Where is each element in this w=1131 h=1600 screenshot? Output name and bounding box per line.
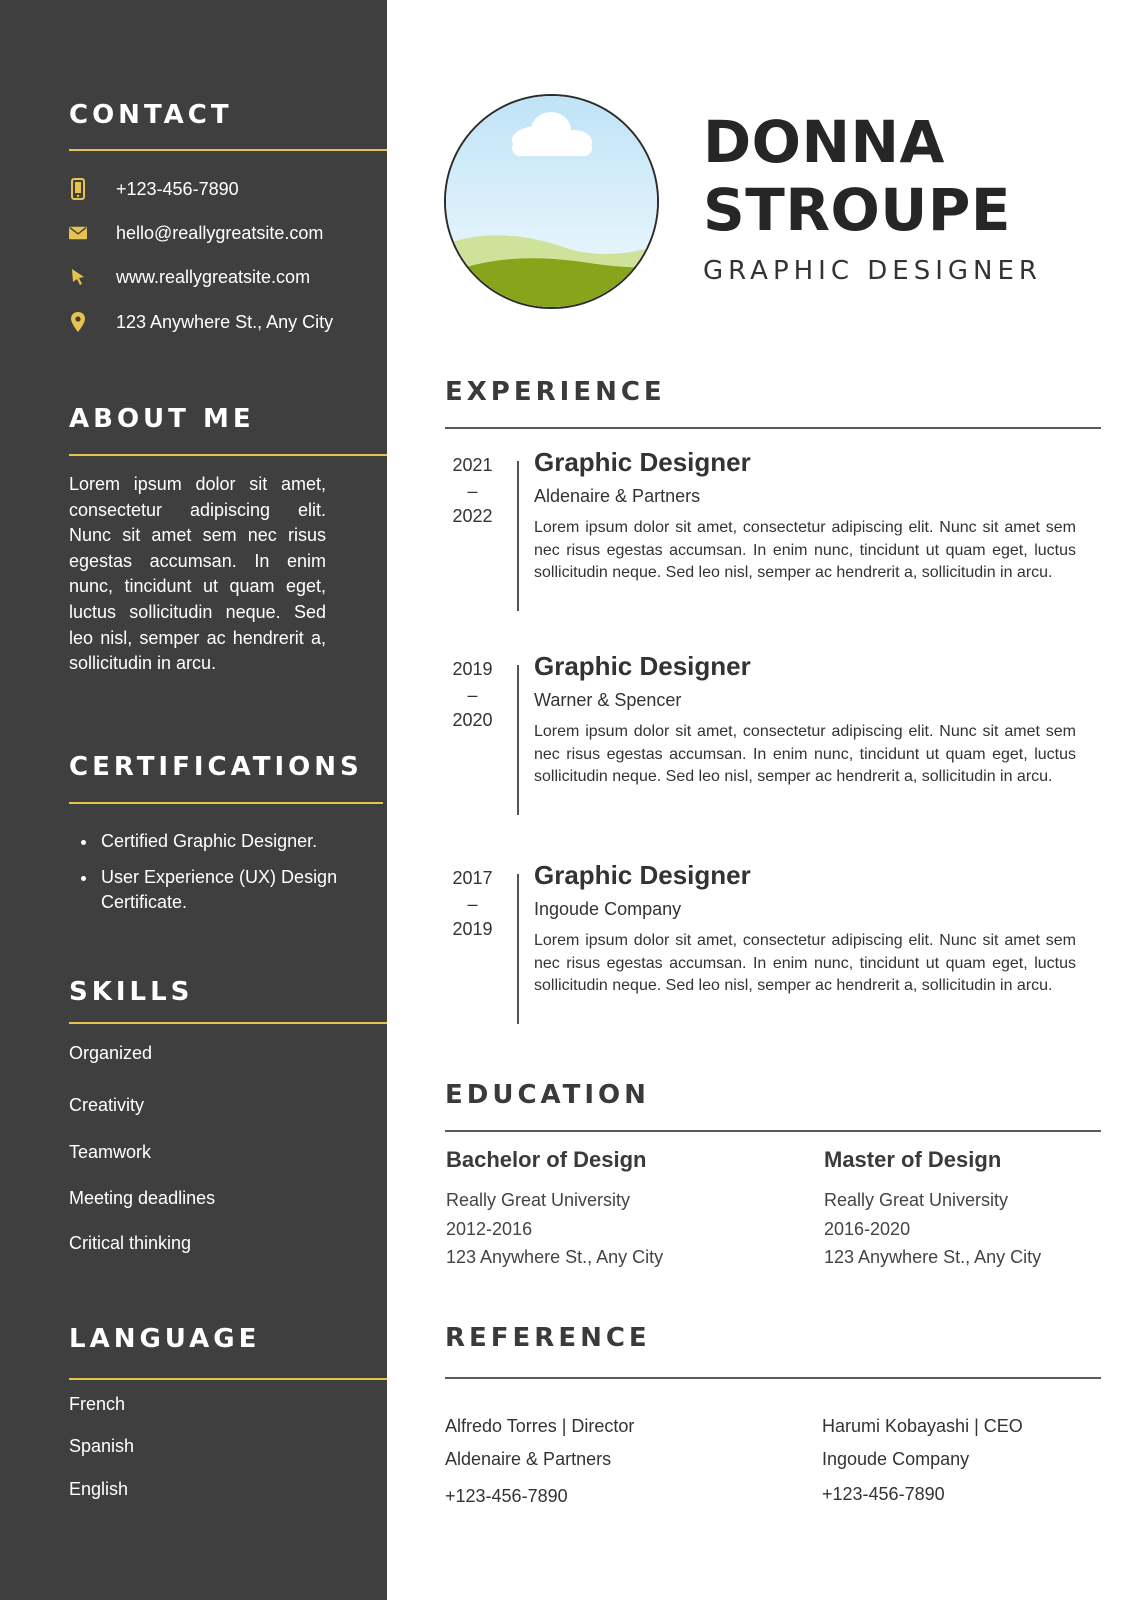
education-school: Really Great University	[824, 1190, 1009, 1210]
education-address: 123 Anywhere St., Any City	[446, 1247, 664, 1267]
certifications-divider	[69, 802, 383, 804]
contact-phone[interactable]	[69, 177, 239, 201]
experience-year-dash: –	[467, 480, 478, 501]
skills-divider	[69, 1022, 387, 1024]
first-name: DONNA	[703, 108, 945, 176]
certification-item: Certified Graphic Designer.	[69, 829, 369, 855]
experience-company: Warner & Spencer	[534, 690, 682, 710]
contact-heading: CONTACT	[69, 100, 233, 130]
reference-company: Ingoude Company	[822, 1449, 970, 1469]
experience-description: Lorem ipsum dolor sit amet, consectetur adipiscing elit. Nunc sit amet sem nec risus egestas accumsan. In enim nunc, tincidunt ut quam eget, luctus sollicitudin neque. Sed leo nisl, semper ac hendrerit a, sollicitudin in arcu.	[534, 723, 1076, 786]
experience-year-dash: –	[467, 684, 478, 705]
education-years: 2016-2020	[824, 1218, 911, 1239]
skill-item: Organized	[69, 1043, 153, 1063]
profile-photo	[444, 94, 659, 309]
experience-item	[445, 447, 1101, 623]
education-item	[446, 1146, 766, 1272]
skill-item: Critical thinking	[69, 1233, 192, 1253]
certifications-list	[69, 829, 369, 926]
about-divider	[69, 454, 387, 456]
experience-start-year: 2019	[452, 659, 493, 679]
reference-phone[interactable]: +123-456-7890	[822, 1484, 945, 1504]
about-text: Lorem ipsum dolor sit amet, consectetur adipiscing elit. Nunc sit amet sem nec risus egestas accumsan. In enim nunc, tincidunt ut quam eget, luctus sollicitudin neque. Sed leo nisl, semper ac hendrerit a, sollicitudin in arcu.	[69, 474, 326, 674]
experience-item	[445, 651, 1101, 827]
experience-company: Aldenaire & Partners	[534, 486, 701, 506]
experience-end-year: 2019	[452, 919, 493, 939]
skills-heading: SKILLS	[69, 977, 194, 1007]
language-item: French	[69, 1394, 126, 1414]
education-years: 2012-2016	[446, 1218, 533, 1239]
contact-divider	[69, 149, 387, 151]
experience-title: Graphic Designer	[534, 651, 751, 681]
education-divider	[445, 1130, 1101, 1132]
experience-start-year: 2017	[452, 868, 493, 888]
experience-timeline-line	[517, 874, 519, 1024]
experience-item	[445, 860, 1101, 1036]
contact-phone-text: +123-456-7890	[116, 179, 239, 199]
education-degree: Bachelor of Design	[446, 1147, 647, 1172]
certifications-heading: CERTIFICATIONS	[69, 752, 363, 782]
contact-address-text: 123 Anywhere St., Any City	[116, 312, 334, 332]
experience-end-year: 2020	[452, 710, 493, 730]
last-name: STROUPE	[703, 176, 1012, 244]
skill-item: Meeting deadlines	[69, 1188, 216, 1208]
experience-description: Lorem ipsum dolor sit amet, consectetur adipiscing elit. Nunc sit amet sem nec risus egestas accumsan. In enim nunc, tincidunt ut quam eget, luctus sollicitudin neque. Sed leo nisl, semper ac hendrerit a, sollicitudin in arcu.	[534, 519, 1076, 582]
education-item	[824, 1146, 1131, 1272]
contact-email[interactable]	[69, 221, 324, 245]
reference-phone[interactable]: +123-456-7890	[445, 1486, 568, 1506]
experience-start-year: 2021	[452, 455, 493, 475]
contact-website[interactable]	[69, 265, 311, 289]
language-heading: LANGUAGE	[69, 1324, 261, 1354]
contact-email-text: hello@reallygreatsite.com	[116, 223, 324, 243]
reference-item	[445, 1414, 765, 1504]
experience-heading: EXPERIENCE	[445, 377, 666, 407]
mail-icon	[69, 222, 87, 244]
job-title: GRAPHIC DESIGNER	[703, 256, 1042, 286]
experience-year-dash: –	[467, 893, 478, 914]
about-heading: ABOUT ME	[69, 404, 255, 434]
experience-description: Lorem ipsum dolor sit amet, consectetur adipiscing elit. Nunc sit amet sem nec risus egestas accumsan. In enim nunc, tincidunt ut quam eget, luctus sollicitudin neque. Sed leo nisl, semper ac hendrerit a, sollicitudin in arcu.	[534, 932, 1076, 995]
sidebar	[0, 0, 387, 1600]
education-heading: EDUCATION	[445, 1080, 650, 1110]
reference-company: Aldenaire & Partners	[445, 1449, 612, 1469]
reference-heading: REFERENCE	[445, 1323, 651, 1353]
phone-icon	[69, 178, 87, 200]
language-item: Spanish	[69, 1436, 135, 1456]
experience-title: Graphic Designer	[534, 860, 751, 890]
language-divider	[69, 1378, 387, 1380]
cursor-icon	[69, 266, 87, 288]
experience-timeline-line	[517, 461, 519, 611]
experience-end-year: 2022	[452, 506, 493, 526]
contact-website-text: www.reallygreatsite.com	[116, 267, 311, 287]
experience-title: Graphic Designer	[534, 447, 751, 477]
skill-item: Teamwork	[69, 1142, 152, 1162]
experience-years	[445, 657, 500, 734]
certification-item: User Experience (UX) Design Certificate.	[69, 865, 369, 916]
language-item: English	[69, 1479, 129, 1499]
education-address: 123 Anywhere St., Any City	[824, 1247, 1042, 1267]
experience-divider	[445, 427, 1101, 429]
education-degree: Master of Design	[824, 1147, 1002, 1172]
reference-item	[822, 1414, 1131, 1504]
experience-timeline-line	[517, 665, 519, 815]
education-school: Really Great University	[446, 1190, 631, 1210]
skill-item: Creativity	[69, 1095, 145, 1115]
experience-company: Ingoude Company	[534, 899, 682, 919]
reference-name-role: Harumi Kobayashi | CEO	[822, 1416, 1023, 1436]
experience-years	[445, 866, 500, 943]
reference-divider	[445, 1377, 1101, 1379]
experience-years	[445, 453, 500, 530]
location-pin-icon	[69, 311, 87, 333]
contact-address[interactable]	[69, 310, 334, 334]
reference-name-role: Alfredo Torres | Director	[445, 1416, 635, 1436]
